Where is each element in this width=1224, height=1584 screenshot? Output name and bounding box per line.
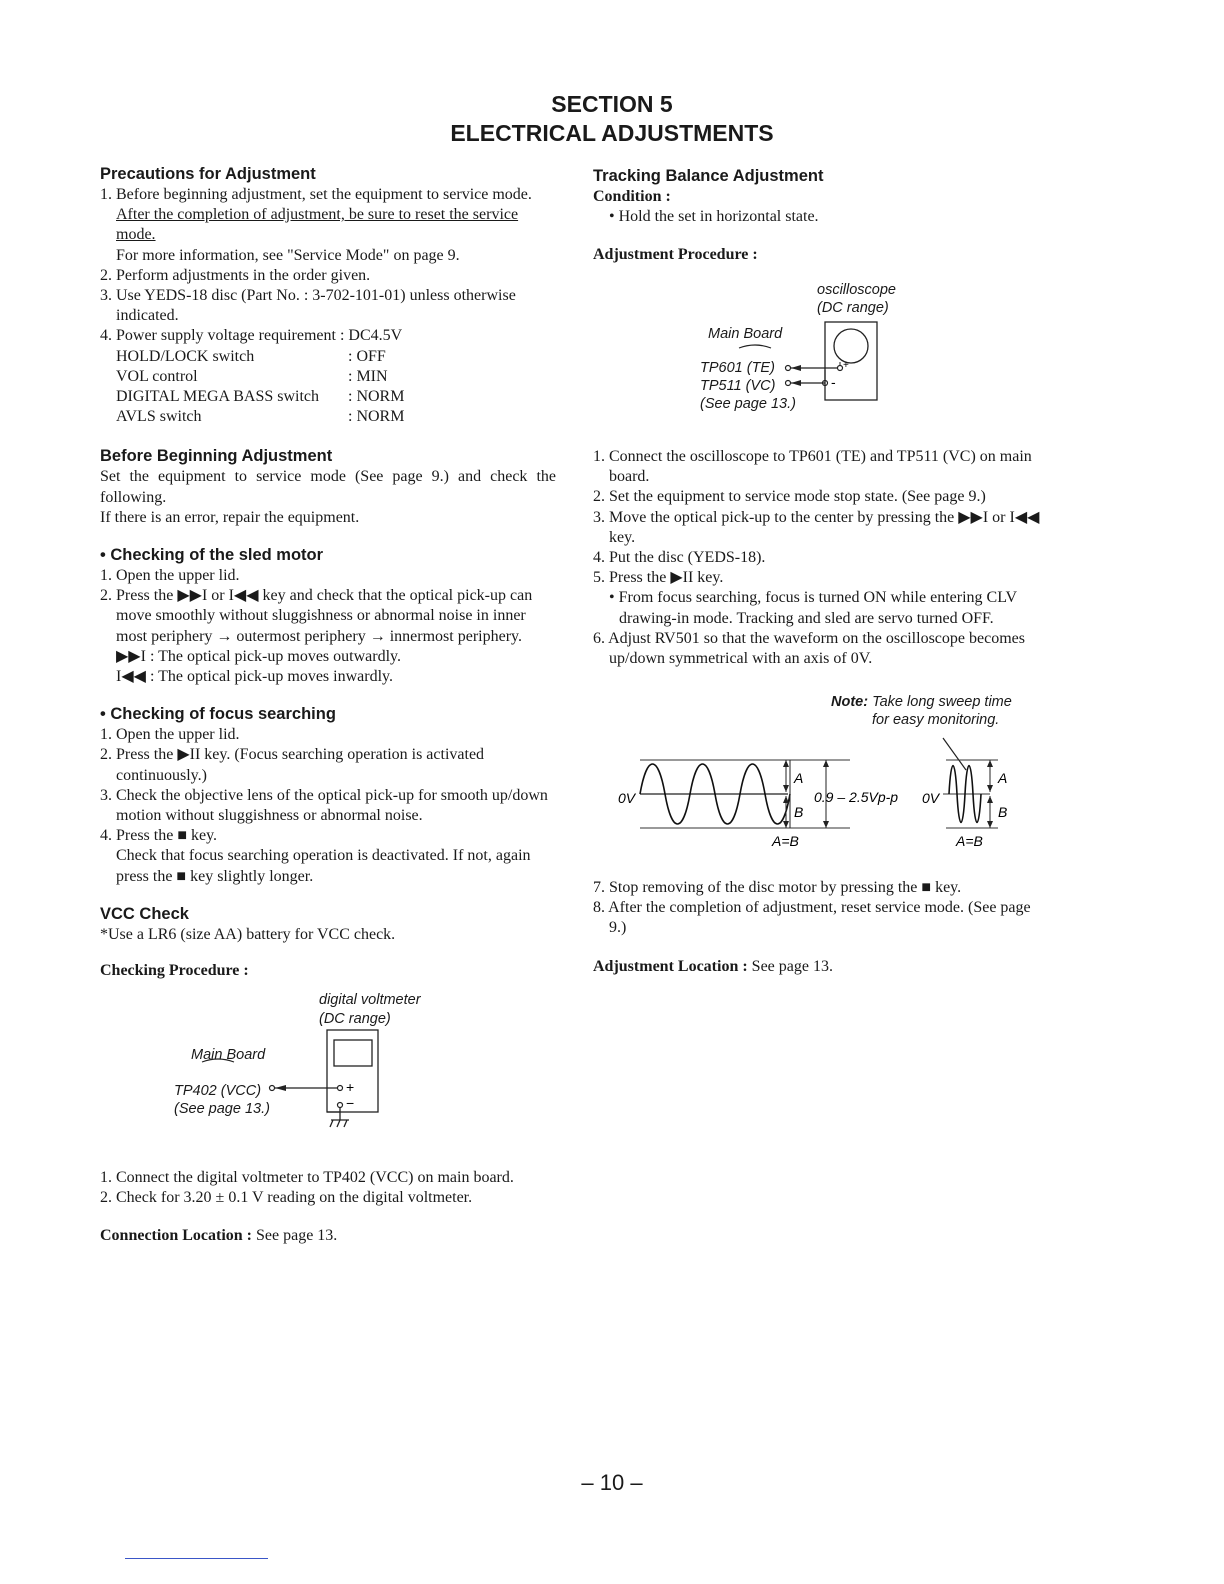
precaution-item-3: 3. Use YEDS-18 disc (Part No. : 3-702-101-01) unless otherwise indicated. bbox=[100, 287, 516, 325]
wave-amplitude-label: 0.9 – 2.5Vp-p bbox=[814, 789, 899, 805]
before-text-2: If there is an error, repair the equipment. bbox=[100, 508, 360, 526]
adjustment-procedure-label: Adjustment Procedure : bbox=[593, 246, 758, 264]
vcc-steps bbox=[100, 1168, 556, 1247]
setting-value: : NORM bbox=[348, 388, 405, 406]
sled-note-1: ▶▶I : The optical pick-up moves outwardly. bbox=[116, 647, 401, 665]
tracking-heading: Tracking Balance Adjustment bbox=[593, 167, 824, 185]
page-title: ELECTRICAL ADJUSTMENTS bbox=[450, 120, 774, 146]
precautions-heading: Precautions for Adjustment bbox=[100, 165, 316, 183]
voltmeter-plus: + bbox=[346, 1079, 355, 1095]
left-column bbox=[100, 163, 556, 981]
tracking-step-5-note: • From focus searching, focus is turned ON while entering CLV drawing-in mode. Tracking and sled are servo turned OFF. bbox=[609, 589, 1017, 627]
precaution-item-2: 2. Perform adjustments in the order given. bbox=[100, 266, 371, 284]
setting-row bbox=[100, 387, 556, 407]
wave-a-label-2: A bbox=[998, 770, 1008, 786]
focus-item-1: 1. Open the upper lid. bbox=[100, 726, 240, 744]
setting-row bbox=[100, 347, 556, 367]
vcc-heading: VCC Check bbox=[100, 904, 189, 923]
sled-item-1: 1. Open the upper lid. bbox=[100, 567, 240, 585]
sled-item-2: 2. Press the ▶▶I or I◀◀ key and check that the optical pick-up can move smoothly without sluggishness or abnormal noise in inner most periphery → outermost periphery → innermost periphery. bbox=[100, 587, 533, 645]
before-text-1: Set the equipment to service mode (See page 9.) and check the following. bbox=[100, 468, 556, 506]
tracking-step-5: 5. Press the ▶II key. bbox=[593, 569, 724, 587]
oscilloscope-plus: + bbox=[843, 360, 849, 371]
wave-0v-label-2: 0V bbox=[922, 790, 940, 806]
oscilloscope-minus: - bbox=[831, 374, 836, 390]
setting-value: : OFF bbox=[348, 347, 386, 365]
tracking-step-6: 6. Adjust RV501 so that the waveform on the oscilloscope becomes up/down symmetrical with an axis of 0V. bbox=[593, 629, 1025, 668]
tracking-board-label: Main Board bbox=[708, 326, 783, 342]
oscilloscope-diagram bbox=[700, 316, 890, 406]
focus-heading: • Checking of focus searching bbox=[100, 705, 336, 724]
setting-value: : NORM bbox=[348, 408, 405, 426]
connection-location-label: Connection Location : bbox=[100, 1227, 252, 1245]
waveform-diagram bbox=[610, 730, 1030, 855]
setting-name: DIGITAL MEGA BASS switch bbox=[116, 388, 320, 406]
wave-a-label-1: A bbox=[794, 770, 804, 786]
oscilloscope-screen bbox=[834, 329, 868, 363]
vcc-see-label: (See page 13.) bbox=[174, 1101, 270, 1117]
setting-value: : MIN bbox=[348, 367, 388, 385]
page-number: – 10 – bbox=[581, 1470, 643, 1495]
wave-0v-label-1: 0V bbox=[618, 790, 636, 806]
condition-label: Condition : bbox=[593, 188, 671, 205]
before-heading: Before Beginning Adjustment bbox=[100, 447, 333, 466]
wave-eq-label-1: A=B bbox=[772, 833, 799, 849]
voltmeter-display bbox=[334, 1040, 372, 1066]
sled-heading: • Checking of the sled motor bbox=[100, 546, 324, 565]
focus-item-2: 2. Press the ▶II key. (Focus searching operation is activated continuously.) bbox=[100, 746, 485, 784]
setting-name: VOL control bbox=[116, 367, 198, 385]
sled-note-2: I◀◀ : The optical pick-up moves inwardly. bbox=[116, 668, 393, 686]
oscilloscope-label: oscilloscope bbox=[817, 282, 896, 298]
oscilloscope-range: (DC range) bbox=[817, 300, 889, 316]
section-number: SECTION 5 bbox=[551, 91, 673, 117]
wave-note-text-1: Take long sweep time bbox=[872, 694, 1012, 710]
vcc-tp-label: TP402 (VCC) bbox=[174, 1083, 262, 1099]
tracking-see-label: (See page 13.) bbox=[700, 396, 796, 412]
tracking-step-2: 2. Set the equipment to service mode stop state. (See page 9.) bbox=[593, 488, 986, 506]
wave-b-label-1: B bbox=[794, 804, 804, 820]
vcc-text: *Use a LR6 (size AA) battery for VCC check. bbox=[100, 925, 396, 943]
tracking-step-1: 1. Connect the oscilloscope to TP601 (TE) and TP511 (VC) on main board. bbox=[593, 448, 1032, 486]
vcc-procedure-heading: Checking Procedure : bbox=[100, 962, 249, 980]
connection-location-value: See page 13. bbox=[252, 1227, 338, 1245]
focus-item-3: 3. Check the objective lens of the optical pick-up for smooth up/down motion without sluggishness or abnormal noise. bbox=[100, 786, 548, 825]
precaution-item-1: 1. Before beginning adjustment, set the equipment to service mode. bbox=[100, 186, 532, 203]
wave-note-text-2: for easy monitoring. bbox=[872, 712, 1000, 728]
setting-name: AVLS switch bbox=[116, 408, 202, 426]
wave-b-label-2: B bbox=[998, 804, 1008, 820]
precaution-item-1-underline: After the completion of adjustment, be sure to reset the service mode. bbox=[116, 206, 519, 244]
wave-eq-label-2: A=B bbox=[956, 833, 983, 849]
setting-row bbox=[100, 407, 556, 427]
condition-text: • Hold the set in horizontal state. bbox=[609, 208, 819, 225]
footer-rule bbox=[125, 1558, 268, 1559]
vcc-step-2: 2. Check for 3.20 ± 0.1 V reading on the digital voltmeter. bbox=[100, 1189, 473, 1207]
tracking-step-4: 4. Put the disc (YEDS-18). bbox=[593, 549, 766, 567]
connection-location bbox=[100, 1226, 556, 1246]
wave-note-label: Note: bbox=[831, 694, 869, 710]
right-column-steps bbox=[593, 447, 1045, 669]
focus-item-4: 4. Press the ■ key. bbox=[100, 827, 218, 845]
voltmeter-diagram bbox=[180, 1028, 400, 1138]
adjustment-location-value: See page 13. bbox=[747, 957, 833, 975]
setting-row bbox=[100, 367, 556, 387]
focus-item-4-more: Check that focus searching operation is deactivated. If not, again press the ■ key slightly longer. bbox=[116, 847, 531, 885]
precaution-item-4: 4. Power supply voltage requirement : DC4.5V bbox=[100, 327, 403, 345]
right-column-bottom bbox=[593, 878, 1045, 977]
vcc-step-1: 1. Connect the digital voltmeter to TP402 (VCC) on main board. bbox=[100, 1169, 514, 1186]
setting-name: HOLD/LOCK switch bbox=[116, 347, 255, 365]
wave-note bbox=[831, 693, 1012, 711]
adjustment-location-label: Adjustment Location : bbox=[593, 957, 748, 975]
tp511-label: TP511 (VC) bbox=[700, 378, 776, 394]
voltmeter-minus: − bbox=[346, 1095, 355, 1111]
right-column-top bbox=[593, 165, 1045, 265]
tracking-step-7: 7. Stop removing of the disc motor by pressing the ■ key. bbox=[593, 879, 962, 896]
voltmeter-range: (DC range) bbox=[319, 1011, 391, 1027]
tracking-step-8: 8. After the completion of adjustment, reset service mode. (See page 9.) bbox=[593, 899, 1031, 937]
vcc-board-label: Main Board bbox=[191, 1047, 266, 1063]
tp601-label: TP601 (TE) bbox=[700, 360, 775, 376]
adjustment-location bbox=[593, 957, 1045, 977]
voltmeter-label: digital voltmeter bbox=[319, 992, 421, 1008]
tracking-step-3: 3. Move the optical pick-up to the center by pressing the ▶▶I or I◀◀ key. bbox=[593, 508, 1040, 546]
precaution-item-1-more: For more information, see "Service Mode" on page 9. bbox=[116, 246, 460, 264]
